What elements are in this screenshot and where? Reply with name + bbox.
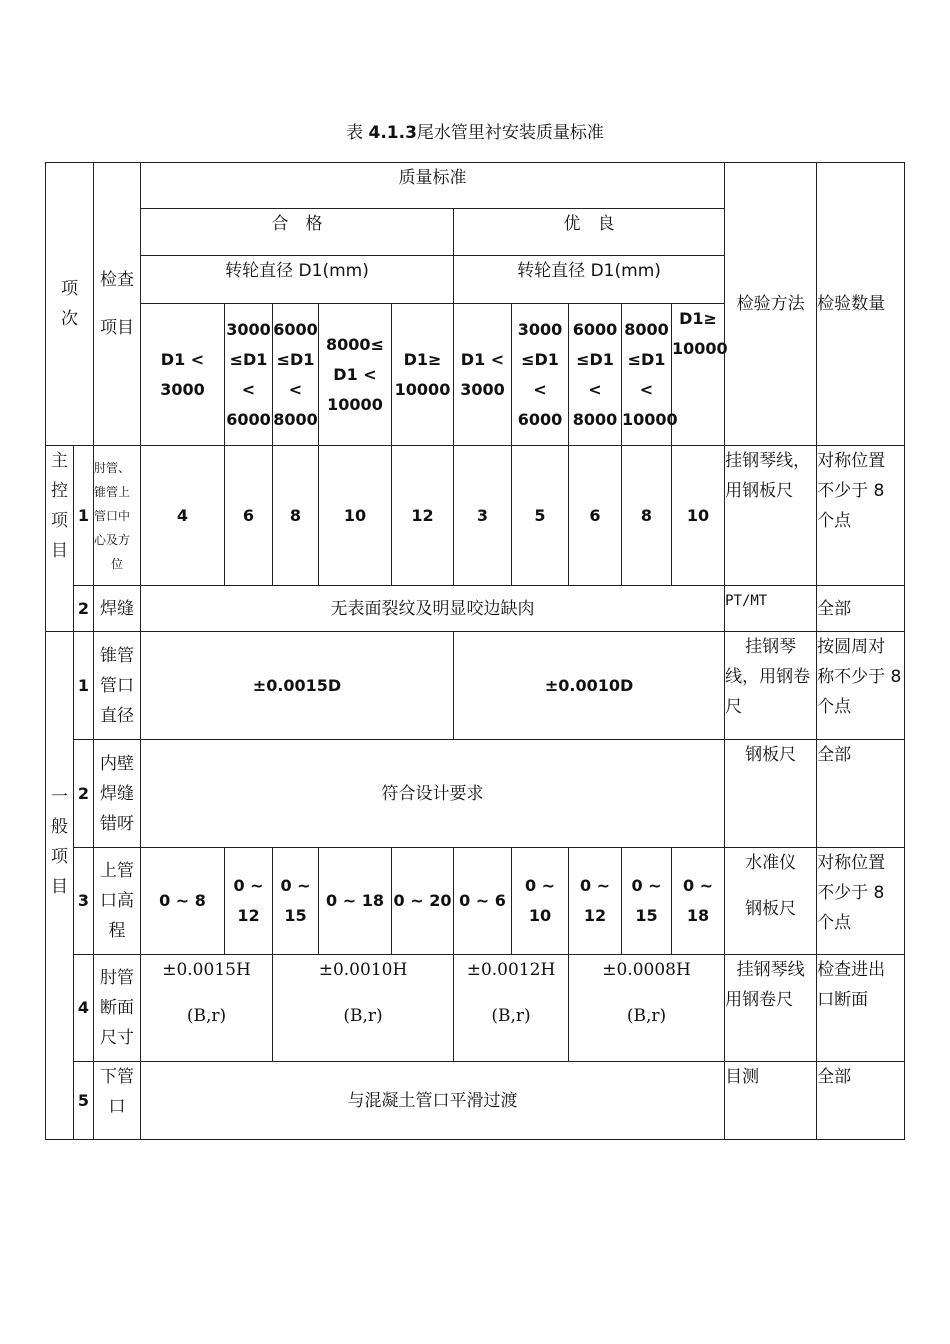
value-cell: 0 ~ 18	[672, 848, 725, 955]
cell-text-line: 次	[61, 309, 78, 329]
cell-text-line: 个点	[817, 697, 852, 717]
cell-text-line: (B,r)	[626, 1006, 667, 1026]
value-cell: 6	[569, 446, 622, 586]
value-cell: 0 ~ 6	[454, 848, 512, 955]
cell-text-line: 个点	[817, 511, 852, 531]
cell-text-line: 6000	[517, 409, 563, 429]
row-no: 5	[74, 1062, 94, 1140]
cell-text-line: 10000	[622, 409, 678, 429]
check-item	[94, 1062, 141, 1140]
quantity-cell	[817, 848, 905, 955]
range-q-3	[273, 304, 319, 446]
value-cell: 0 ~ 20	[392, 848, 454, 955]
cell-text-line: 项	[51, 511, 68, 531]
cell-text-line: 10000	[672, 339, 728, 358]
range-q-4	[319, 304, 392, 446]
cell-text-line: 对称位置	[817, 853, 886, 873]
cell-text-line: 控	[51, 481, 68, 501]
cell-text-line: 锥管	[100, 645, 134, 666]
cell-text-line: 肘管、	[94, 460, 131, 475]
check-item: 焊缝	[94, 586, 141, 632]
cell-text-line: 内壁	[100, 753, 134, 774]
cell-text-line: 10000	[327, 394, 383, 414]
method-cell	[725, 955, 817, 1062]
row-no: 1	[74, 446, 94, 586]
value-cell: 0 ~ 15	[622, 848, 672, 955]
quantity-cell: 全部	[817, 740, 905, 848]
cell-text-line: 尺寸	[100, 1028, 134, 1048]
cell-text-line: 程	[108, 921, 126, 941]
range-q-2	[225, 304, 273, 446]
cell-text-line: 8000	[273, 409, 318, 429]
cell-text-line: 对称位置	[817, 451, 886, 471]
cell-text-line: 项	[51, 847, 68, 867]
header-qualified: 合 格	[141, 209, 454, 256]
cell-text-line: 口	[108, 1097, 126, 1117]
range-q-5	[392, 304, 454, 446]
cell-text-line: D1 <	[333, 364, 377, 384]
excellent-tolerance: ±0.0010D	[454, 632, 725, 740]
cell-text-line: (B,r)	[491, 1006, 531, 1026]
quantity-cell	[817, 632, 905, 740]
row-no: 1	[74, 632, 94, 740]
value-cell: 8	[622, 446, 672, 586]
cell-text-line: 挂钢琴	[745, 637, 797, 657]
check-item	[94, 446, 141, 586]
cell-text-line: 10000	[394, 379, 451, 399]
cell-text-line: 检查进出	[817, 960, 886, 980]
cell-text-line: 3000	[226, 319, 271, 339]
cell-text-line: 肘管	[100, 968, 134, 988]
cell-text-line: 称不少于 8	[817, 667, 902, 687]
cell-text-line: 一	[51, 787, 68, 807]
cell-text-line: 错呀	[100, 813, 134, 834]
range-e-1	[454, 304, 512, 446]
cell-text-line: 目	[51, 541, 68, 561]
requirement-text: 符合设计要求	[141, 740, 725, 848]
check-item	[94, 740, 141, 848]
cell-text-line: ≤D1	[276, 349, 315, 369]
cell-text-line: 水准仪	[745, 853, 797, 873]
cell-text-line: ±0.0012H	[466, 960, 556, 980]
cell-text-line: 上管	[100, 861, 134, 881]
method-cell	[725, 632, 817, 740]
value-cell: 0 ~ 8	[141, 848, 225, 955]
cell-text-line: 6000	[572, 319, 618, 339]
cell-text-line: 8000	[624, 319, 669, 339]
cell-text-line: 不少于 8	[817, 481, 885, 501]
check-item	[94, 632, 141, 740]
tolerance-cell	[569, 955, 725, 1062]
cell-text-line: 钢板尺	[745, 899, 797, 919]
cell-text-line: 焊缝	[100, 783, 134, 804]
cell-text-line: 管口中	[94, 508, 131, 523]
value-cell: 10	[319, 446, 392, 586]
requirement-text: 无表面裂纹及明显咬边缺肉	[141, 586, 725, 632]
cell-text-line: 用钢板尺	[725, 481, 794, 501]
row-no: 3	[74, 848, 94, 955]
method-cell: PT/MT	[725, 586, 817, 632]
row-no: 2	[74, 586, 94, 632]
cell-text-line: D1≥	[403, 349, 442, 369]
cell-text-line: 用钢卷尺	[725, 990, 794, 1010]
cell-text-line: 项	[61, 279, 78, 299]
tolerance-cell	[454, 955, 569, 1062]
header-runner-diameter-excellent: 转轮直径 D1(mm)	[454, 256, 725, 304]
cell-text-line: ±0.0010H	[318, 960, 408, 980]
header-quality-standard: 质量标准	[141, 163, 725, 209]
check-item	[94, 955, 141, 1062]
cell-text-line: 不少于 8	[817, 883, 885, 903]
cell-text-line: ≤D1	[627, 349, 666, 369]
range-e-3	[569, 304, 622, 446]
cell-text-line: 断面	[100, 998, 134, 1018]
cell-text-line: (B,r)	[186, 1006, 227, 1026]
cell-text-line: D1 <	[460, 349, 505, 369]
cell-text-line: ≤D1	[229, 349, 268, 369]
cell-text-line: 直径	[100, 705, 134, 726]
range-e-2	[512, 304, 569, 446]
value-cell: 5	[512, 446, 569, 586]
header-runner-diameter-qualified: 转轮直径 D1(mm)	[141, 256, 454, 304]
range-e-4	[622, 304, 678, 446]
quantity-cell	[817, 955, 905, 1062]
cell-text-line: 8000≤	[326, 334, 384, 354]
row-no: 2	[74, 740, 94, 848]
tolerance-cell	[141, 955, 273, 1062]
cell-text-line: 位	[110, 556, 123, 571]
cell-text-line: 心及方	[94, 532, 131, 547]
value-cell: 12	[392, 446, 454, 586]
row-no: 4	[74, 955, 94, 1062]
cell-text-line: 锥管上	[94, 484, 131, 499]
qualified-tolerance: ±0.0015D	[141, 632, 454, 740]
cell-text-line: 下管	[100, 1067, 134, 1087]
cell-text-line: 8000	[572, 409, 618, 429]
header-item-no	[46, 163, 94, 446]
cell-text-line: 6000	[273, 319, 318, 339]
cell-text-line: 挂钢琴线，	[725, 451, 811, 471]
cell-text-line: 检查	[100, 270, 134, 290]
cell-text-line: 尺	[725, 697, 743, 717]
check-item	[94, 848, 141, 955]
quantity-cell: 全部	[817, 1062, 905, 1140]
cell-text-line: 项目	[100, 318, 134, 338]
cell-text-line: ±0.0015H	[162, 960, 251, 980]
value-cell: 4	[141, 446, 225, 586]
cell-text-line: 3000	[517, 319, 563, 339]
quantity-cell	[817, 446, 905, 586]
cell-text-line: 管口	[100, 675, 134, 696]
cell-text-line: 口高	[100, 891, 134, 911]
value-cell: 0 ~ 18	[319, 848, 392, 955]
cell-text-line: ≤D1	[576, 349, 614, 369]
requirement-text: 与混凝土管口平滑过渡	[141, 1062, 725, 1140]
cell-text-line: 按圆周对	[817, 637, 886, 657]
cell-text-line: <	[588, 379, 602, 399]
header-quantity: 检验数量	[817, 163, 905, 446]
cell-text-line: 3000	[460, 379, 505, 399]
cell-text-line: 线，用钢卷	[725, 667, 811, 687]
cell-text-line: D1 < 3000	[160, 349, 205, 399]
range-q-1	[141, 304, 225, 446]
cell-text-line: 个点	[817, 913, 852, 933]
value-cell: 0 ~ 10	[512, 848, 569, 955]
quality-standard-table	[45, 162, 905, 1140]
cell-text-line: (B,r)	[343, 1006, 383, 1026]
value-cell: 0 ~ 12	[225, 848, 273, 955]
group-main-label	[46, 446, 74, 632]
method-cell	[725, 848, 817, 955]
quantity-cell: 全部	[817, 586, 905, 632]
cell-text-line: 挂钢琴线	[736, 960, 805, 980]
cell-text-line: ±0.0008H	[602, 960, 691, 980]
cell-text-line: ≤D1 <	[521, 349, 559, 399]
header-excellent: 优 良	[454, 209, 725, 256]
value-cell: 0 ~ 12	[569, 848, 622, 955]
tolerance-cell	[273, 955, 454, 1062]
value-cell: 10	[672, 446, 725, 586]
value-cell: 0 ~ 15	[273, 848, 319, 955]
cell-text-line: 目	[51, 877, 68, 897]
header-method: 检验方法	[725, 163, 817, 446]
cell-text-line: 般	[51, 817, 68, 837]
group-general-label	[46, 632, 74, 1140]
cell-text-line: <	[639, 379, 654, 399]
value-cell: 6	[225, 446, 273, 586]
range-e-5	[672, 304, 728, 446]
value-cell: 8	[273, 446, 319, 586]
cell-text-line: <	[241, 379, 256, 399]
cell-text-line: <	[288, 379, 303, 399]
cell-text-line: 口断面	[817, 990, 869, 1010]
cell-text-line: 6000	[226, 409, 271, 429]
value-cell: 3	[454, 446, 512, 586]
method-cell: 目测	[725, 1062, 817, 1140]
method-cell: 钢板尺	[725, 740, 817, 848]
method-cell	[725, 446, 817, 586]
header-check-item	[94, 163, 141, 446]
cell-text-line: 主	[51, 451, 68, 471]
table-title: 表 4.1.3尾水管里衬安装质量标准	[346, 123, 604, 143]
cell-text-line: D1≥	[679, 309, 717, 328]
